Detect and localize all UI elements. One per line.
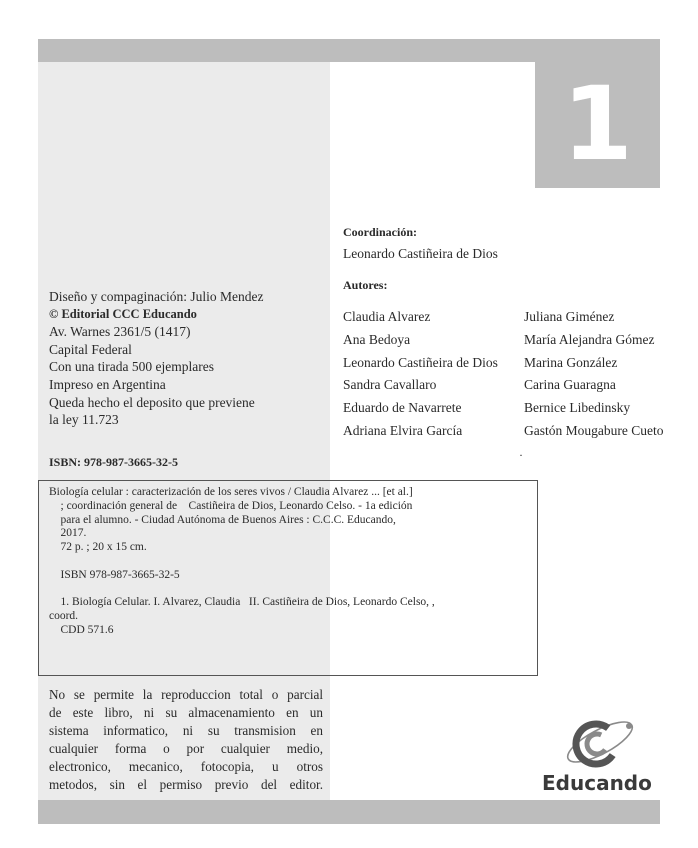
author-name: Adriana Elvira García: [343, 422, 463, 438]
author-name: Bernice Libedinsky: [524, 400, 631, 416]
top-band: [38, 39, 660, 62]
stray-mark: ·: [519, 448, 523, 462]
educando-logo-icon: [560, 712, 642, 772]
catalog-line: 2017.: [49, 527, 87, 540]
rights-line: metodos, sin el permiso previo del editor.: [49, 777, 323, 792]
catalog-line: ; coordinación general de Castiñeira de Dios, Leonardo Celso. - 1a edición: [49, 499, 413, 512]
bottom-band: [38, 800, 660, 824]
catalog-line: 72 p. ; 20 x 15 cm.: [49, 541, 147, 554]
logo-wordmark: Educando: [542, 771, 652, 795]
author-name: Sandra Cavallaro: [343, 377, 437, 393]
author-name: Eduardo de Navarrete: [343, 400, 462, 416]
publisher-city: Capital Federal: [49, 341, 132, 357]
catalog-spacer: [49, 583, 529, 597]
chapter-number-block: [535, 62, 660, 188]
publisher-address: Av. Warnes 2361/5 (1417): [49, 324, 191, 340]
legal-notice-line-1: Queda hecho el deposito que previene: [49, 394, 255, 410]
publisher-name: © Editorial CCC Educando: [49, 306, 197, 321]
catalog-subjects: 1. Biología Celular. I. Alvarez, Claudia II. Castiñeira de Dios, Leonardo Celso, ,: [49, 596, 435, 609]
authors-column-1: [343, 306, 498, 443]
authors-heading: Autores:: [343, 278, 388, 292]
catalog-isbn: ISBN 978-987-3665-32-5: [49, 568, 180, 581]
chapter-number: 1: [562, 65, 633, 184]
rights-line: de este libro, ni su almacenamiento en un: [49, 705, 323, 720]
authors-column-2: [524, 306, 663, 443]
catalog-record-box: [38, 480, 538, 676]
rights-line: No se permite la reproduccion total o parcial: [49, 687, 323, 702]
catalog-line: Biología celular : caracterización de los seres vivos / Claudia Alvarez ... [et al.]: [49, 486, 413, 498]
author-name: Carina Guaragna: [524, 377, 616, 393]
author-name: Claudia Alvarez: [343, 309, 431, 324]
printed-in: Impreso en Argentina: [49, 376, 166, 392]
design-credit: Diseño y compaginación: Julio Mendez: [49, 289, 264, 304]
rights-line: cualquier forma o por cualquier medio,: [49, 741, 323, 756]
catalog-line: coord.: [49, 610, 79, 623]
coordination-heading: Coordinación:: [343, 225, 418, 239]
author-name: Gastón Mougabure Cueto: [524, 422, 664, 438]
author-name: Ana Bedoya: [343, 331, 411, 347]
isbn-line: ISBN: 978-987-3665-32-5: [49, 455, 178, 469]
rights-line: sistema informatico, ni su transmision en: [49, 723, 323, 738]
rights-line: electronico, mecanico, fotocopia, u otros: [49, 759, 323, 774]
author-name: Juliana Giménez: [524, 309, 615, 324]
imprint-block: [49, 288, 263, 429]
catalog-spacer: [49, 555, 529, 569]
author-name: María Alejandra Gómez: [524, 331, 655, 347]
legal-notice-line-2: la ley 11.723: [49, 412, 119, 428]
author-name: Marina González: [524, 354, 618, 370]
coordinator-name: Leonardo Castiñeira de Dios: [343, 246, 498, 261]
rights-notice: [49, 686, 323, 794]
catalog-cdd: CDD 571.6: [49, 623, 114, 636]
print-run: Con una tirada 500 ejemplares: [49, 359, 214, 375]
author-name: Leonardo Castiñeira de Dios: [343, 354, 498, 370]
catalog-line: para el alumno. - Ciudad Autónoma de Buenos Aires : C.C.C. Educando,: [49, 513, 396, 526]
